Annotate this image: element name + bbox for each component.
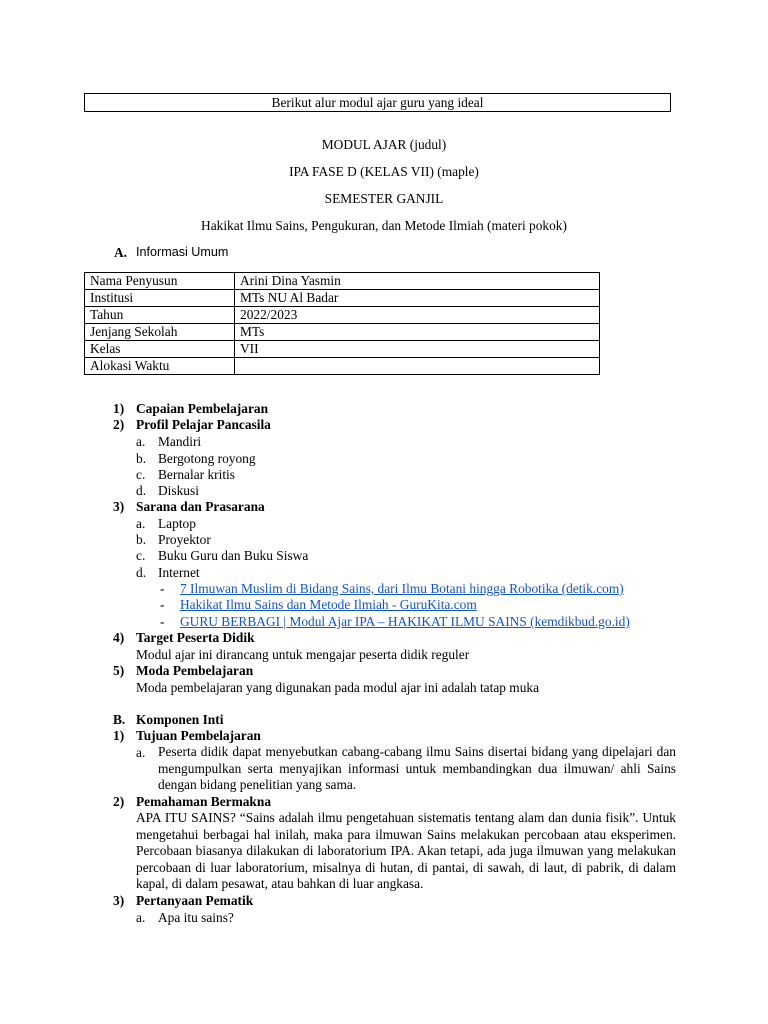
- item-number: 2): [113, 417, 125, 432]
- heading-pemahaman: Pemahaman Bermakna: [136, 794, 272, 809]
- heading-target: Target Peserta Didik: [136, 630, 255, 645]
- table-key: Kelas: [85, 341, 235, 358]
- list-marker: d.: [136, 565, 147, 580]
- table-key: Institusi: [85, 290, 235, 307]
- heading-capaian: Capaian Pembelajaran: [136, 401, 269, 416]
- list-item: Proyektor: [158, 532, 211, 547]
- info-table: [84, 272, 600, 375]
- tujuan-text: Peserta didik dapat menyebutkan cabang-cabang ilmu Sains disertai bidang yang dipelajari dan mengumpulkan serta menyajikan informasi untuk membandingkan dua ilmuwan/ ahli Sains dengan bidang penelitian yang sama.: [158, 744, 676, 792]
- table-row: [85, 341, 600, 358]
- pertanyaan-item: Apa itu sains?: [158, 910, 234, 925]
- table-key: Alokasi Waktu: [85, 358, 235, 375]
- list-marker: c.: [136, 467, 146, 482]
- list-marker: b.: [136, 451, 147, 466]
- table-row: [85, 324, 600, 341]
- list-item: Diskusi: [158, 483, 199, 498]
- section-b-title: Komponen Inti: [136, 712, 224, 727]
- list-marker: c.: [136, 548, 146, 563]
- list-marker: b.: [136, 532, 147, 547]
- list-marker: -: [160, 614, 165, 629]
- table-row: [85, 273, 600, 290]
- list-item: Bernalar kritis: [158, 467, 235, 482]
- heading-tujuan: Tujuan Pembelajaran: [136, 728, 261, 743]
- title-modul: MODUL AJAR (judul): [321, 137, 447, 152]
- section-a-marker: A.: [114, 245, 128, 260]
- target-text: Modul ajar ini dirancang untuk mengajar peserta didik reguler: [136, 647, 470, 662]
- link-gurukita[interactable]: Hakikat Ilmu Sains dan Metode Ilmiah - GuruKita.com: [180, 597, 477, 612]
- table-value: MTs NU Al Badar: [235, 290, 600, 307]
- table-value: VII: [235, 341, 600, 358]
- item-number: 1): [113, 401, 125, 416]
- list-item: Internet: [158, 565, 200, 580]
- heading-sarana: Sarana dan Prasarana: [136, 499, 265, 514]
- item-number: 1): [113, 728, 125, 743]
- list-marker: a.: [136, 745, 146, 760]
- list-item: Buku Guru dan Buku Siswa: [158, 548, 309, 563]
- heading-profil: Profil Pelajar Pancasila: [136, 417, 271, 432]
- link-kemdikbud[interactable]: GURU BERBAGI | Modul Ajar IPA – HAKIKAT ILMU SAINS (kemdikbud.go.id): [180, 614, 630, 629]
- heading-moda: Moda Pembelajaran: [136, 663, 254, 678]
- table-value: MTs: [235, 324, 600, 341]
- list-item: Mandiri: [158, 434, 202, 449]
- list-marker: -: [160, 581, 165, 596]
- title-materi: Hakikat Ilmu Sains, Pengukuran, dan Metode Ilmiah (materi pokok): [201, 218, 567, 233]
- item-number: 3): [113, 499, 125, 514]
- list-marker: d.: [136, 483, 147, 498]
- item-number: 5): [113, 663, 125, 678]
- list-item: Bergotong royong: [158, 451, 256, 466]
- table-row: [85, 290, 600, 307]
- title-semester: SEMESTER GANJIL: [324, 191, 444, 206]
- list-marker: a.: [136, 910, 146, 925]
- item-number: 2): [113, 794, 125, 809]
- table-row: [85, 307, 600, 324]
- pemahaman-text: APA ITU SAINS? “Sains adalah ilmu pengetahuan sistematis tentang alam dan dunia fisik”. Untuk mengetahui berbagai hal inilah, maka para ilmuwan Sains melakukan percobaan atau eksperimen. Percobaan biasanya dilakukan di laboratorium IPA. Akan tetapi, ada juga ilmuwan yang melakukan percobaan di luar laboratorium, misalnya di hutan, di pantai, di sawah, di laut, di pabrik, di dalam kapal, di dalam pesawat, atau bahkan di luar angkasa.: [136, 810, 676, 891]
- table-value: 2022/2023: [235, 307, 600, 324]
- title-fase: IPA FASE D (KELAS VII) (maple): [289, 164, 479, 179]
- list-item: Laptop: [158, 516, 196, 531]
- table-key: Tahun: [85, 307, 235, 324]
- table-row: [85, 358, 600, 375]
- table-value: [235, 358, 600, 375]
- section-b-marker: B.: [113, 712, 126, 727]
- moda-text: Moda pembelajaran yang digunakan pada modul ajar ini adalah tatap muka: [136, 680, 540, 695]
- list-marker: -: [160, 597, 165, 612]
- table-key: Jenjang Sekolah: [85, 324, 235, 341]
- list-marker: a.: [136, 434, 146, 449]
- item-number: 3): [113, 893, 125, 908]
- section-a-title: Informasi Umum: [136, 245, 229, 259]
- item-number: 4): [113, 630, 125, 645]
- table-value: Arini Dina Yasmin: [235, 273, 600, 290]
- banner-box: Berikut alur modul ajar guru yang ideal: [84, 93, 671, 112]
- list-marker: a.: [136, 516, 146, 531]
- table-key: Nama Penyusun: [85, 273, 235, 290]
- heading-pertanyaan: Pertanyaan Pematik: [136, 893, 254, 908]
- link-detik[interactable]: 7 Ilmuwan Muslim di Bidang Sains, dari Ilmu Botani hingga Robotika (detik.com): [180, 581, 624, 596]
